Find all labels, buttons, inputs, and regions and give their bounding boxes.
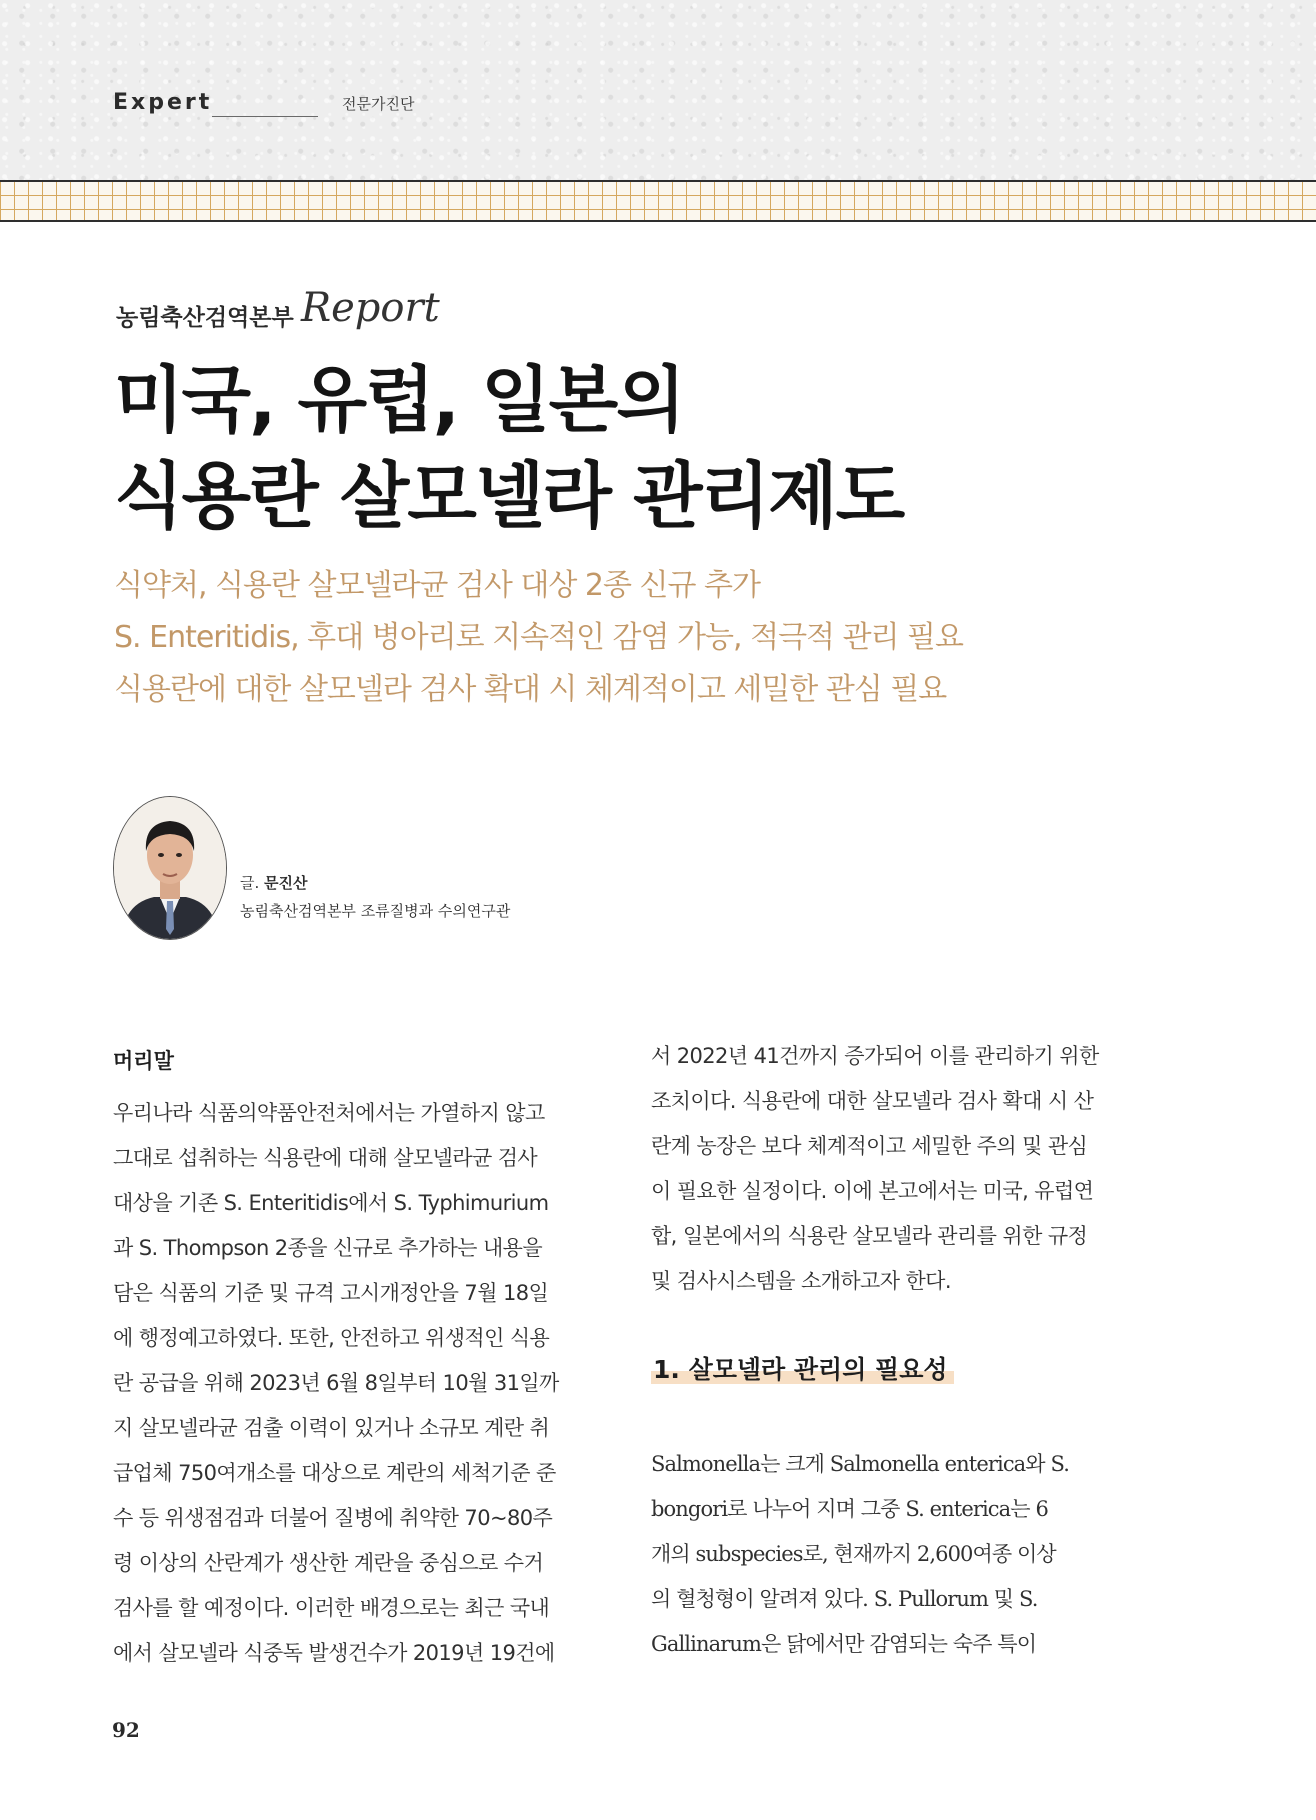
body-line: 지 살모넬라균 검출 이력이 있거나 소규모 계란 취 <box>113 1416 550 1440</box>
body-line: 에 행정예고하였다. 또한, 안전하고 위생적인 식용 <box>113 1326 550 1350</box>
body-line: 급업체 750여개소를 대상으로 계란의 세척기준 준 <box>113 1461 556 1485</box>
body-line: 검사를 할 예정이다. 이러한 배경으로는 최근 국내 <box>113 1596 550 1620</box>
author-name <box>240 872 308 893</box>
body-line: 우리나라 식품의약품안전처에서는 가열하지 않고 <box>113 1101 545 1125</box>
article-title-line-1: 미국, 유럽, 일본의 <box>114 358 684 442</box>
body-line: 담은 식품의 기준 및 규격 고시개정안을 7월 18일 <box>113 1281 549 1305</box>
header-divider <box>212 116 318 117</box>
section-heading: 1. 살모넬라 관리의 필요성 <box>651 1350 954 1386</box>
body-line: 대상을 기존 S. Enteritidis에서 S. Typhimurium <box>113 1191 549 1215</box>
page-number: 92 <box>112 1718 140 1742</box>
body-line: 에서 살모넬라 식중독 발생건수가 2019년 19건에 <box>113 1641 555 1665</box>
body-column-right <box>651 1034 1121 1667</box>
body-line: 과 S. Thompson 2종을 신규로 추가하는 내용을 <box>113 1236 543 1260</box>
body-line: 이 필요한 실정이다. 이에 본고에서는 미국, 유럽연 <box>651 1179 1094 1203</box>
grid-band-divider <box>0 180 1316 222</box>
author-name-text: 문진산 <box>264 874 308 892</box>
body-line: 수 등 위생점검과 더불어 질병에 취약한 70~80주 <box>113 1506 553 1530</box>
body-line: 조치이다. 식용란에 대한 살모넬라 검사 확대 시 산 <box>651 1089 1094 1113</box>
body-line: bongori로 나누어 지며 그중 S. enterica는 6 <box>651 1497 1048 1521</box>
body-line: 란계 농장은 보다 체계적이고 세밀한 주의 및 관심 <box>651 1134 1088 1158</box>
article-title <box>114 352 1214 544</box>
body-line: Gallinarum은 닭에서만 감염되는 숙주 특이 <box>651 1632 1037 1656</box>
body-line: 란 공급을 위해 2023년 6월 8일부터 10월 31일까 <box>113 1371 559 1395</box>
body-line: 및 검사시스템을 소개하고자 한다. <box>651 1269 951 1293</box>
article-title-line-2: 식용란 살모넬라 관리제도 <box>114 454 904 538</box>
body-line: 그대로 섭취하는 식용란에 대해 살모넬라균 검사 <box>113 1146 538 1170</box>
body-line: Salmonella는 크게 Salmonella enterica와 S. <box>651 1452 1069 1476</box>
body-line: 개의 subspecies로, 현재까지 2,600여종 이상 <box>651 1542 1056 1566</box>
section-label: 전문가진단 <box>342 95 415 113</box>
subtitle-line: 식용란에 대한 살모넬라 검사 확대 시 체계적이고 세밀한 관심 필요 <box>114 672 947 707</box>
body-line: 령 이상의 산란계가 생산한 계란을 중심으로 수거 <box>113 1551 544 1575</box>
report-script-word: Report <box>301 285 440 331</box>
body-line: 서 2022년 41건까지 증가되어 이를 관리하기 위한 <box>651 1044 1099 1068</box>
expert-label: Expert <box>113 90 213 115</box>
body-line: 합, 일본에서의 식용란 살모넬라 관리를 위한 규정 <box>651 1224 1088 1248</box>
subtitle-line: S. Enteritidis, 후대 병아리로 지속적인 감염 가능, 적극적 관리 필요 <box>114 620 964 655</box>
article-subtitles <box>114 560 1214 716</box>
subtitle-line: 식약처, 식용란 살모넬라균 검사 대상 2종 신규 추가 <box>114 568 760 603</box>
body-column-left <box>113 1046 583 1676</box>
report-agency: 농림축산검역본부 <box>116 305 294 331</box>
author-prefix: 글. <box>240 874 265 892</box>
author-photo <box>113 796 227 940</box>
body-line: 의 혈청형이 알려져 있다. S. Pullorum 및 S. <box>651 1587 1038 1611</box>
intro-heading: 머리말 <box>113 1049 174 1073</box>
author-affiliation: 농림축산검역본부 조류질병과 수의연구관 <box>240 902 511 920</box>
